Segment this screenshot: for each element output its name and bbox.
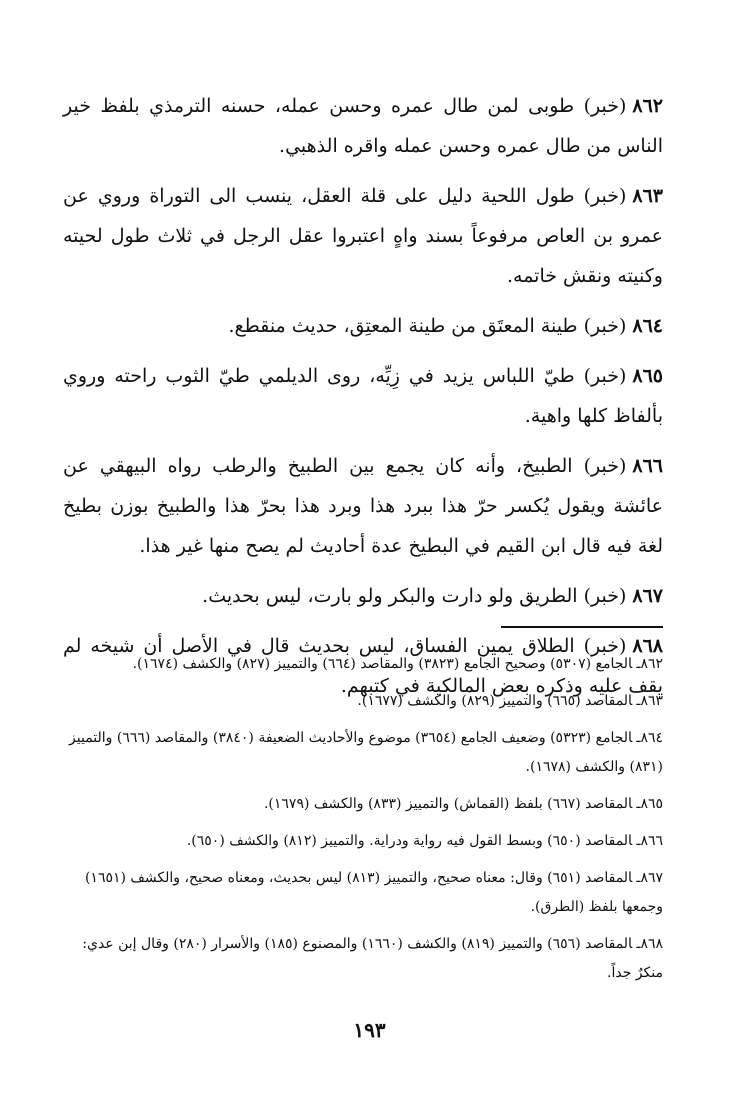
entry-number: ٨٦٤ <box>632 315 663 337</box>
footnote-text: المقاصد (٦٥٠) وبسط القول فيه رواية ودراية. والتمييز (٨١٢) والكشف (٦٥٠). <box>186 833 633 849</box>
entry-text: (خبر) طيّ اللباس يزيد في زِيِّه، روى الديلمي طيّ الثوب راحته وروي بألفاظ كلها واهية. <box>63 365 663 427</box>
footnote-862 <box>63 650 663 679</box>
main-text <box>63 86 663 716</box>
footnote-number: ٨٦٧ـ <box>636 870 663 886</box>
entry-866 <box>63 446 663 566</box>
entry-number: ٨٦٨ <box>632 635 663 657</box>
footnote-863 <box>63 687 663 716</box>
entry-863 <box>63 176 663 296</box>
entry-865 <box>63 356 663 436</box>
entry-number: ٨٦٢ <box>632 95 663 117</box>
entry-text: (خبر) طول اللحية دليل على قلة العقل، ينسب الى التوراة وروي عن عمرو بن العاص مرفوعاً بسند واهٍ اعتبروا عقل الرجل في ثلاث طول لحيته وكنيته ونقش خاتمه. <box>63 185 663 287</box>
footnote-866 <box>63 827 663 856</box>
entry-number: ٨٦٦ <box>632 455 663 477</box>
entry-text: (خبر) الطبيخ، وأنه كان يجمع بين الطبيخ والرطب رواه البيهقي عن عائشة ويقول يُكسر حرّ هذا ببرد هذا وبرد هذا بحرّ هذا والطبيخ بوزن بطيخ لغة فيه قال ابن القيم في البطيخ عدة أحاديث لم يصح منها غير هذا. <box>63 455 663 557</box>
entry-text: (خبر) طوبى لمن طال عمره وحسن عمله، حسنه الترمذي بلفظ خير الناس من طال عمره وحسن عمله واقره الذهبي. <box>63 95 663 157</box>
footnote-text: المقاصد (٦٥١) وقال: معناه صحيح، والتمييز (٨١٣) ليس بحديث، ومعناه صحيح، والكشف (١٦٥١) وجمعها بلفظ (الطرق). <box>84 870 663 915</box>
footnote-865 <box>63 790 663 819</box>
footnote-text: المقاصد (٦٦٥) والتمييز (٨٢٩) والكشف (١٦٧٧). <box>357 693 633 709</box>
entry-number: ٨٦٧ <box>632 585 663 607</box>
footnote-867 <box>63 864 663 922</box>
footnote-868 <box>63 930 663 988</box>
footnotes <box>63 650 663 996</box>
footnote-number: ٨٦٦ـ <box>636 833 663 849</box>
entry-text: (خبر) الطلاق يمين الفساق، ليس بحديث قال في الأصل أن شيخه لم يقف عليه وذكره بعض المالكية في كتبهم. <box>63 635 663 697</box>
footnote-divider <box>501 626 663 628</box>
page-number: ١٩٣ <box>353 1018 386 1042</box>
footnote-text: المقاصد (٦٥٦) والتمييز (٨١٩) والكشف (١٦٦٠) والمصنوع (١٨٥) والأسرار (٢٨٠) وقال إبن عدي: منكرٌ جداً. <box>82 936 663 981</box>
footnote-text: المقاصد (٦٦٧) بلفظ (القماش) والتمييز (٨٣٣) والكشف (١٦٧٩). <box>263 796 633 812</box>
entry-number: ٨٦٣ <box>632 185 663 207</box>
entry-867 <box>63 576 663 616</box>
footnote-number: ٨٦٤ـ <box>636 730 663 746</box>
footnote-864 <box>63 724 663 782</box>
footnote-number: ٨٦٥ـ <box>636 796 663 812</box>
footnote-text: الجامع (٥٣٠٧) وصحيح الجامع (٣٨٢٣) والمقاصد (٦٦٤) والتمييز (٨٢٧) والكشف (١٦٧٤). <box>132 656 633 672</box>
footnote-number: ٨٦٨ـ <box>636 936 663 952</box>
footnote-text: الجامع (٥٣٢٣) وضعيف الجامع (٣٦٥٤) موضوع والأحاديث الضعيفة (٣٨٤٠) والمقاصد (٦٦٦) والتمييز (٨٣١) والكشف (١٦٧٨). <box>69 730 663 775</box>
footnote-number: ٨٦٣ـ <box>636 693 663 709</box>
entry-864 <box>63 306 663 346</box>
entry-text: (خبر) الطريق ولو دارت والبكر ولو بارت، ليس بحديث. <box>202 585 627 607</box>
footnote-number: ٨٦٢ـ <box>636 656 663 672</box>
entry-862 <box>63 86 663 166</box>
entry-text: (خبر) طينة المعتَق من طينة المعتِق، حديث منقطع. <box>228 315 627 337</box>
entry-number: ٨٦٥ <box>632 365 663 387</box>
